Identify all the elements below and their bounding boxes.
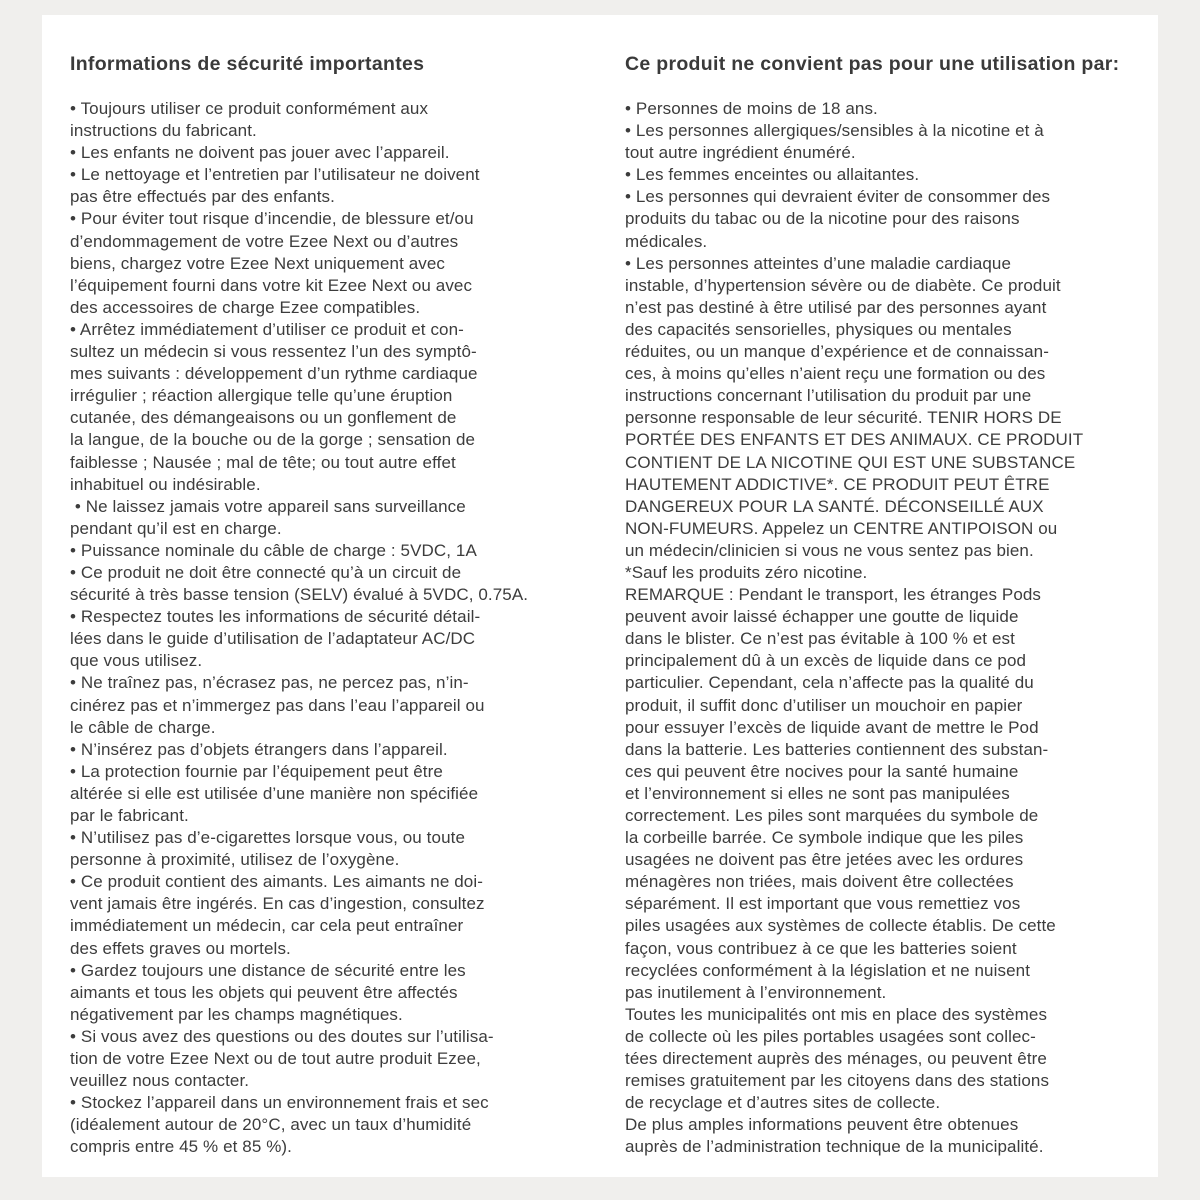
text-line: • Arrêtez immédiatement d’utiliser ce produit et con- (70, 319, 464, 339)
text-line: la langue, de la bouche ou de la gorge ; sensation de (70, 430, 476, 450)
text-line: • Pour éviter tout risque d’incendie, de blessure et/ou (70, 209, 474, 229)
text-line: mes suivants : développement d’un rythme cardiaque (70, 364, 478, 384)
text-line: aimants et tous les objets qui peuvent être affectés (70, 982, 458, 1002)
text-line: ces, à moins qu’elles n’aient reçu une formation ou des (625, 364, 1046, 384)
text-line: • Les personnes qui devraient éviter de consommer des (625, 187, 1051, 207)
text-line: l’équipement fourni dans votre kit Ezee Next ou avec (70, 275, 473, 295)
text-line: façon, vous contribuez à ce que les batteries soient (625, 938, 1017, 958)
text-line: produit, il suffit donc d’utiliser un mouchoir en papier (625, 695, 1023, 715)
two-column-layout (70, 52, 1158, 1159)
text-line: • Si vous avez des questions ou des doutes sur l’utilisa- (70, 1026, 494, 1046)
text-line: dans la batterie. Les batteries contiennent des substan- (625, 739, 1049, 759)
text-line: irrégulier ; réaction allergique telle qu’une éruption (70, 386, 453, 406)
text-line: • Ce produit ne doit être connecté qu’à un circuit de (70, 562, 462, 582)
text-line: pas inutilement à l’environnement. (625, 982, 887, 1002)
text-line: recyclées conformément à la législation et ne nuisent (625, 960, 1031, 980)
text-line: des capacités sensorielles, physiques ou mentales (625, 319, 1012, 339)
text-line: usagées ne doivent pas être jetées avec les ordures (625, 850, 1024, 870)
text-line: d’endommagement de votre Ezee Next ou d’autres (70, 231, 459, 251)
text-line: • Ne laissez jamais votre appareil sans surveillance (70, 496, 466, 516)
text-line: et l’environnement si elles ne sont pas manipulées (625, 783, 1010, 803)
text-line: (idéalement autour de 20°C, avec un taux d’humidité (70, 1115, 472, 1135)
text-line: particulier. Cependant, cela n’affecte pas la qualité du (625, 673, 1034, 693)
text-line: séparément. Il est important que vous remettiez vos (625, 894, 1021, 914)
text-line: pour essuyer l’excès de liquide avant de mettre le Pod (625, 717, 1039, 737)
text-line: • Les personnes atteintes d’une maladie cardiaque (625, 253, 1012, 273)
text-line: • Stockez l’appareil dans un environnement frais et sec (70, 1093, 489, 1113)
text-line: ces qui peuvent être nocives pour la santé humaine (625, 761, 1019, 781)
text-line: que vous utilisez. (70, 651, 203, 671)
text-line: principalement dû à un excès de liquide dans ce pod (625, 651, 1027, 671)
text-line: auprès de l’administration technique de la municipalité. (625, 1137, 1044, 1157)
text-line: tées directement auprès des ménages, ou peuvent être (625, 1049, 1047, 1069)
text-line: immédiatement un médecin, car cela peut entraîner (70, 916, 464, 936)
text-line: cutanée, des démangeaisons ou un gonflement de (70, 408, 457, 428)
text-line: • Toujours utiliser ce produit conformément aux (70, 99, 429, 118)
text-line: instructions du fabricant. (70, 121, 257, 141)
left-column-body (70, 98, 582, 1159)
text-line: des accessoires de charge Ezee compatibles. (70, 297, 421, 317)
text-line: NON-FUMEURS. Appelez un CENTRE ANTIPOISON ou (625, 518, 1058, 538)
text-line: DANGEREUX POUR LA SANTÉ. DÉCONSEILLÉ AUX (625, 496, 1044, 516)
text-line: dans le blister. Ce n’est pas évitable à 100 % et est (625, 629, 1015, 649)
text-line: produits du tabac ou de la nicotine pour des raisons (625, 209, 1020, 229)
right-column-heading: Ce produit ne convient pas pour une utilisation par: (625, 53, 1120, 75)
text-line: ménagères non triées, mais doivent être collectées (625, 872, 1014, 892)
text-line: • Ce produit contient des aimants. Les aimants ne doi- (70, 872, 483, 892)
text-line: réduites, ou un manque d’expérience et de connaissan- (625, 342, 1049, 362)
text-line: de collecte où les piles portables usagées sont collec- (625, 1026, 1036, 1046)
text-line: sultez un médecin si vous ressentez l’un des symptô- (70, 342, 477, 362)
text-line: • Les enfants ne doivent pas jouer avec l’appareil. (70, 143, 450, 163)
right-column (625, 52, 1143, 1159)
text-line: négativement par les champs magnétiques. (70, 1004, 403, 1024)
text-line: De plus amples informations peuvent être obtenues (625, 1115, 1019, 1135)
text-line: • Les femmes enceintes ou allaitantes. (625, 165, 920, 185)
text-line: *Sauf les produits zéro nicotine. (625, 562, 868, 582)
text-line: cinérez pas et n’immergez pas dans l’eau l’appareil ou (70, 695, 485, 715)
text-line: compris entre 45 % et 85 %). (70, 1137, 293, 1157)
text-line: • N’utilisez pas d’e-cigarettes lorsque vous, ou toute (70, 828, 465, 848)
text-line: le câble de charge. (70, 717, 216, 737)
text-line: HAUTEMENT ADDICTIVE*. CE PRODUIT PEUT ÊTRE (625, 474, 1050, 494)
text-line: peuvent avoir laissé échapper une goutte de liquide (625, 607, 1019, 627)
text-line: pas être effectués par des enfants. (70, 187, 335, 207)
left-column (70, 52, 582, 1159)
text-line: pendant qu’il est en charge. (70, 518, 282, 538)
text-line: tout autre ingrédient énuméré. (625, 143, 856, 163)
text-line: remises gratuitement par les citoyens dans des stations (625, 1071, 1050, 1091)
text-line: médicales. (625, 231, 708, 251)
text-line: altérée si elle est utilisée d’une manière non spécifiée (70, 783, 479, 803)
text-line: Toutes les municipalités ont mis en place des systèmes (625, 1004, 1048, 1024)
text-line: • Les personnes allergiques/sensibles à la nicotine et à (625, 121, 1044, 141)
text-line: instructions concernant l’utilisation du produit par une (625, 386, 1032, 406)
text-line: lées dans le guide d’utilisation de l’adaptateur AC/DC (70, 629, 476, 649)
left-column-heading: Informations de sécurité importantes (70, 53, 425, 75)
text-line: • La protection fournie par l’équipement peut être (70, 761, 443, 781)
text-line: instable, d’hypertension sévère ou de diabète. Ce produit (625, 275, 1061, 295)
text-line: de recyclage et d’autres sites de collecte. (625, 1093, 941, 1113)
text-line: n’est pas destiné à être utilisé par des personnes ayant (625, 297, 1047, 317)
text-line: • Personnes de moins de 18 ans. (625, 99, 878, 118)
text-line: • Respectez toutes les informations de sécurité détail- (70, 607, 481, 627)
text-line: biens, chargez votre Ezee Next uniquement avec (70, 253, 446, 273)
text-line: • N’insérez pas d’objets étrangers dans l’appareil. (70, 739, 448, 759)
text-line: un médecin/clinicien si vous ne vous sentez pas bien. (625, 540, 1034, 560)
text-line: la corbeille barrée. Ce symbole indique que les piles (625, 828, 1024, 848)
text-line: • Puissance nominale du câble de charge : 5VDC, 1A (70, 540, 477, 560)
text-line: vent jamais être ingérés. En cas d’ingestion, consultez (70, 894, 485, 914)
text-line: • Le nettoyage et l’entretien par l’utilisateur ne doivent (70, 165, 480, 185)
text-line: • Gardez toujours une distance de sécurité entre les (70, 960, 466, 980)
text-line: des effets graves ou mortels. (70, 938, 291, 958)
text-line: PORTÉE DES ENFANTS ET DES ANIMAUX. CE PRODUIT (625, 430, 1084, 450)
text-line: tion de votre Ezee Next ou de tout autre produit Ezee, (70, 1049, 481, 1069)
text-line: correctement. Les piles sont marquées du symbole de (625, 806, 1039, 825)
right-column-body (625, 98, 1143, 1159)
text-line: inhabituel ou indésirable. (70, 474, 261, 494)
text-line: piles usagées aux systèmes de collecte établis. De cette (625, 916, 1056, 936)
text-line: • Ne traînez pas, n’écrasez pas, ne percez pas, n’in- (70, 673, 469, 693)
safety-information-sheet (42, 15, 1158, 1177)
text-line: veuillez nous contacter. (70, 1071, 250, 1091)
text-line: personne à proximité, utilisez de l’oxygène. (70, 850, 400, 870)
text-line: REMARQUE : Pendant le transport, les étranges Pods (625, 585, 1042, 605)
text-line: par le fabricant. (70, 806, 189, 825)
text-line: sécurité à très basse tension (SELV) évalué à 5VDC, 0.75A. (70, 585, 529, 605)
text-line: faiblesse ; Nausée ; mal de tête; ou tout autre effet (70, 452, 456, 472)
text-line: personne responsable de leur sécurité. TENIR HORS DE (625, 408, 1062, 428)
text-line: CONTIENT DE LA NICOTINE QUI EST UNE SUBSTANCE (625, 452, 1076, 472)
